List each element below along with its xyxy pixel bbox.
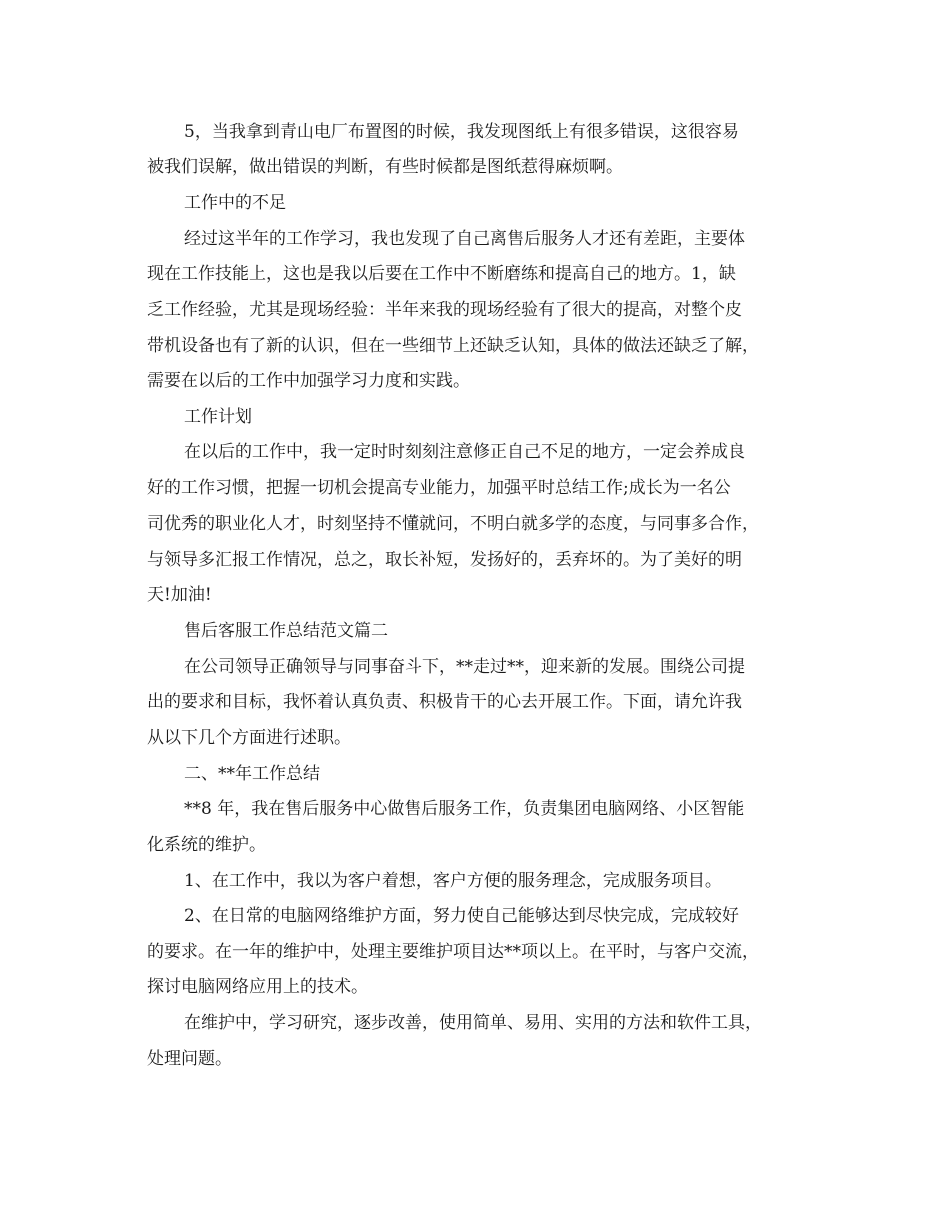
paragraph-line: 在公司领导正确领导与同事奋斗下，**走过**，迎来新的发展。围绕公司提 bbox=[184, 657, 745, 677]
paragraph-line: 处理问题。 bbox=[147, 1049, 232, 1069]
paragraph-line: 经过这半年的工作学习，我也发现了自己离售后服务人才还有差距，主要体 bbox=[184, 229, 745, 249]
paragraph-line: 现在工作技能上，这也是我以后要在工作中不断磨练和提高自己的地方。1，缺 bbox=[147, 264, 736, 284]
paragraph-line: 从以下几个方面进行述职。 bbox=[147, 728, 351, 748]
paragraph-line: 带机设备也有了新的认识，但在一些细节上还缺乏认知，具体的做法还缺乏了解， bbox=[147, 336, 759, 356]
paragraph-line: 出的要求和目标，我怀着认真负责、积极肯干的心去开展工作。下面，请允许我 bbox=[147, 692, 742, 712]
section-heading: 工作中的不足 bbox=[184, 193, 286, 213]
paragraph-line: **8 年，我在售后服务中心做售后服务工作，负责集团电脑网络、小区智能 bbox=[184, 799, 745, 819]
paragraph-line: 乏工作经验，尤其是现场经验：半年来我的现场经验有了很大的提高，对整个皮 bbox=[147, 300, 742, 320]
paragraph-line: 化系统的维护。 bbox=[147, 835, 266, 855]
paragraph-line: 需要在以后的工作中加强学习力度和实践。 bbox=[147, 371, 470, 391]
paragraph-line: 探讨电脑网络应用上的技术。 bbox=[147, 977, 368, 997]
section-heading: 二、**年工作总结 bbox=[184, 764, 320, 784]
paragraph-line: 司优秀的职业化人才，时刻坚持不懂就问，不明白就多学的态度，与同事多合作， bbox=[147, 514, 759, 534]
paragraph-line: 在维护中，学习研究，逐步改善，使用简单、易用、实用的方法和软件工具， bbox=[184, 1013, 762, 1033]
paragraph-line: 2、在日常的电脑网络维护方面，努力使自己能够达到尽快完成，完成较好 bbox=[184, 906, 739, 926]
section-heading: 售后客服工作总结范文篇二 bbox=[184, 621, 388, 641]
paragraph-line: 好的工作习惯，把握一切机会提高专业能力，加强平时总结工作;成长为一名公 bbox=[147, 478, 731, 498]
paragraph-line: 被我们误解，做出错误的判断，有些时候都是图纸惹得麻烦啊。 bbox=[147, 157, 623, 177]
paragraph-line: 天!加油! bbox=[147, 585, 212, 605]
paragraph-line: 的要求。在一年的维护中，处理主要维护项目达**项以上。在平时，与客户交流， bbox=[147, 942, 759, 962]
paragraph-line: 1、在工作中，我以为客户着想，客户方便的服务理念，完成服务项目。 bbox=[184, 871, 722, 891]
paragraph-line: 与领导多汇报工作情况，总之，取长补短，发扬好的，丢弃坏的。为了美好的明 bbox=[147, 550, 742, 570]
section-heading: 工作计划 bbox=[184, 407, 252, 427]
paragraph-line: 在以后的工作中，我一定时时刻刻注意修正自己不足的地方，一定会养成良 bbox=[184, 442, 745, 462]
paragraph-line: 5，当我拿到青山电厂布置图的时候，我发现图纸上有很多错误，这很容易 bbox=[184, 122, 739, 142]
